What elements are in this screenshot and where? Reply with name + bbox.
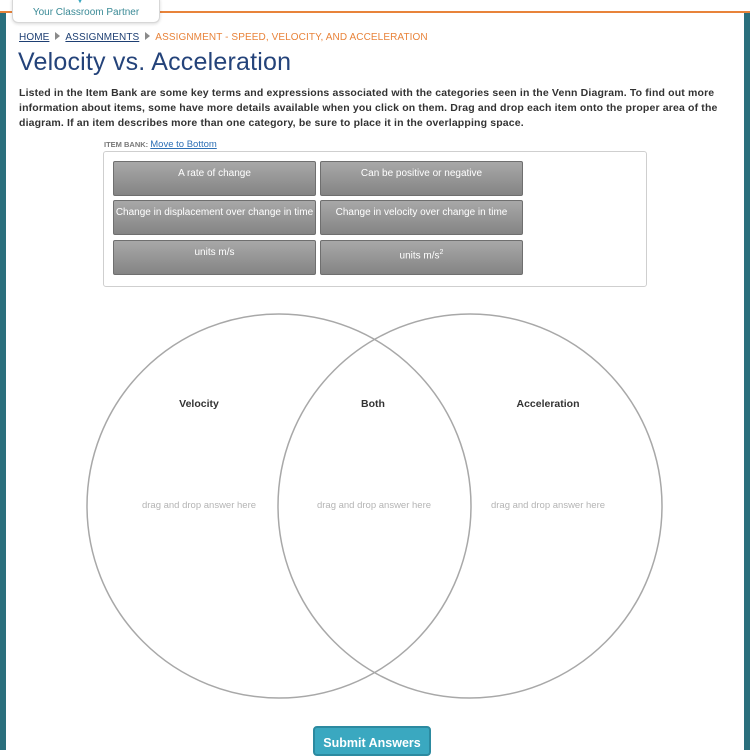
instructions-text: Listed in the Item Bank are some key terms and expressions associated with the categories seen in the Venn Diagram. To find out more information about items, some have more details available when you click on them. Drag and drop each item onto the proper area of the diagram. If an item describes more than one category, be sure to place it in the overlapping space.: [19, 87, 718, 129]
acceleration-label: Acceleration: [516, 398, 580, 410]
both-drop-zone[interactable]: drag and drop answer here: [316, 500, 432, 511]
item-chip-text: units m/s: [399, 250, 440, 262]
item-chip[interactable]: Can be positive or negative: [320, 161, 523, 196]
breadcrumb-home-link[interactable]: HOME: [19, 32, 50, 43]
acceleration-drop-zone[interactable]: drag and drop answer here: [490, 500, 606, 511]
breadcrumb-assignments-link[interactable]: ASSIGNMENTS: [65, 32, 140, 43]
logo-tagline: Your Classroom Partner: [32, 7, 140, 18]
submit-answers-button[interactable]: Submit Answers: [313, 726, 431, 756]
item-chip-superscript: 2: [439, 249, 444, 256]
page-title: Velocity vs. Acceleration: [18, 48, 292, 76]
both-label: Both: [361, 398, 385, 410]
breadcrumb-current: ASSIGNMENT - SPEED, VELOCITY, AND ACCELERATION: [155, 32, 428, 43]
item-bank-label: ITEM BANK:: [104, 140, 149, 149]
item-chip[interactable]: units m/s: [113, 240, 316, 275]
item-chip[interactable]: Change in displacement over change in time: [113, 200, 316, 235]
velocity-label: Velocity: [179, 398, 219, 410]
item-chip[interactable]: A rate of change: [113, 161, 316, 196]
velocity-drop-zone[interactable]: drag and drop answer here: [141, 500, 257, 511]
move-to-bottom-link[interactable]: Move to Bottom: [150, 139, 217, 150]
item-chip[interactable]: Change in velocity over change in time: [320, 200, 523, 235]
